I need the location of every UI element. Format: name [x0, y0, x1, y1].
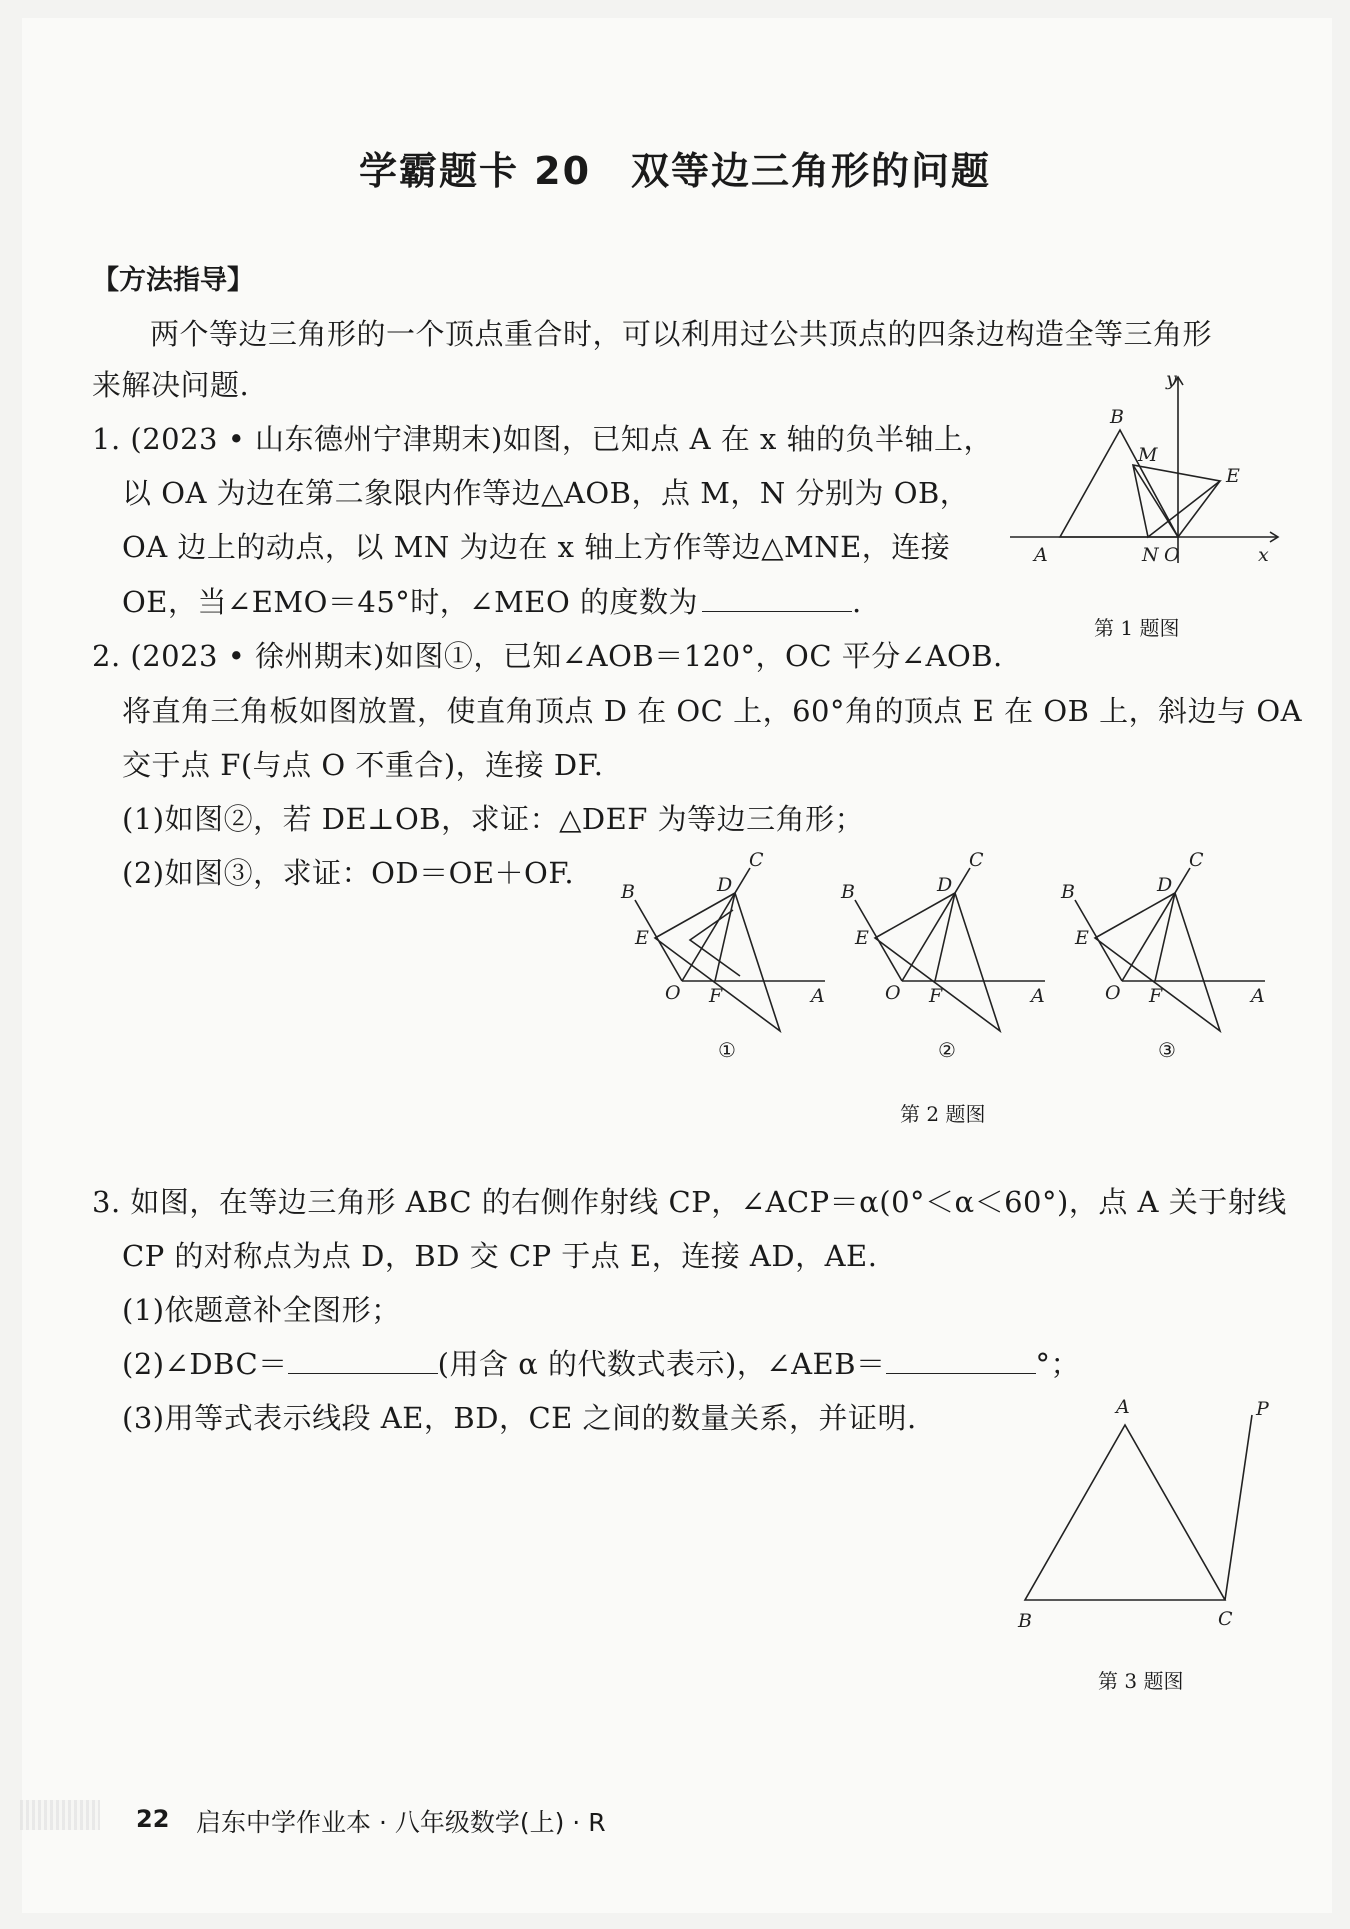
- q1-label-y: y: [1166, 368, 1177, 390]
- q2f1-label-o: O: [665, 982, 681, 1004]
- q2f1-inner-cutout: [690, 910, 740, 976]
- q1-line4: [122, 580, 862, 621]
- q2f2-label-b: B: [841, 881, 855, 903]
- q3-ray-cp: [1225, 1415, 1252, 1600]
- q2f1-label-b: B: [621, 881, 635, 903]
- q2-part1: (1)如图②，若 DE⊥OB，求证：△DEF 为等边三角形；: [122, 802, 865, 836]
- q1-caption: 第 1 题图: [1094, 616, 1180, 640]
- q2f3-label-f: F: [1149, 985, 1163, 1007]
- q2f1-label-c: C: [749, 849, 764, 871]
- q1-triangle-aob: [1060, 430, 1178, 537]
- q1-line2: 以 OA 为边在第二象限内作等边△AOB，点 M，N 分别为 OB，: [122, 476, 970, 510]
- q2-figure-2: [835, 848, 1055, 1043]
- q2f3-label-o: O: [1105, 982, 1121, 1004]
- q2f2-label-a: A: [1031, 985, 1045, 1007]
- q1-question-text: OE，当∠EMO＝45°时，∠MEO 的度数为: [122, 585, 698, 619]
- q2f3-label-c: C: [1189, 849, 1204, 871]
- q2-line3: 交于点 F(与点 O 不重合)，连接 DF.: [122, 748, 604, 782]
- q2f2-segment-df: [935, 893, 955, 981]
- q3-part1: (1)依题意补全图形；: [122, 1293, 401, 1327]
- q3-label-c: C: [1218, 1608, 1233, 1630]
- q2f1-label-f: F: [709, 985, 723, 1007]
- q2-fig-number-2: ②: [938, 1038, 956, 1062]
- q3-part2-suffix: °；: [1035, 1347, 1081, 1381]
- q3-figure: [1010, 1385, 1280, 1640]
- q1-label-o: O: [1164, 544, 1180, 566]
- q1-label-e: E: [1226, 465, 1240, 487]
- q2f2-ray-oc: [902, 868, 970, 981]
- q3-line2: CP 的对称点为点 D，BD 交 CP 于点 E，连接 AD，AE.: [122, 1239, 878, 1273]
- q2f3-label-b: B: [1061, 881, 1075, 903]
- q2-part2: (2)如图③，求证：OD＝OE＋OF.: [122, 856, 575, 890]
- q2-caption: 第 2 题图: [900, 1102, 986, 1126]
- method-heading: 【方法指导】: [92, 265, 254, 296]
- q2f2-label-f: F: [929, 985, 943, 1007]
- q2f1-label-e: E: [635, 927, 649, 949]
- q2f2-label-e: E: [855, 927, 869, 949]
- q1-answer-blank[interactable]: [702, 585, 852, 612]
- q1-period: .: [851, 585, 862, 619]
- q3-caption: 第 3 题图: [1098, 1669, 1184, 1693]
- q2f1-segment-df: [715, 893, 735, 981]
- q1-figure: [1000, 365, 1290, 570]
- q2f1-label-d: D: [717, 874, 733, 896]
- q1-label-n: N: [1142, 544, 1159, 566]
- q3-part2: [122, 1342, 1080, 1383]
- q2f3-label-e: E: [1075, 927, 1089, 949]
- q2-fig-number-3: ③: [1158, 1038, 1176, 1062]
- q2-fig-number-1: ①: [718, 1038, 736, 1062]
- q3-dbc-answer-blank[interactable]: [288, 1347, 438, 1374]
- q2f2-label-d: D: [937, 874, 953, 896]
- method-text-line2: 来解决问题.: [92, 368, 250, 402]
- q2f2-set-square: [875, 893, 1000, 1031]
- q3-label-a: A: [1116, 1396, 1130, 1418]
- method-text-line1: 两个等边三角形的一个顶点重合时，可以利用过公共顶点的四条边构造全等三角形: [150, 317, 1213, 351]
- q2f3-segment-df: [1155, 893, 1175, 981]
- q1-line1: 1. (2023 • 山东德州宁津期末)如图，已知点 A 在 x 轴的负半轴上，: [92, 422, 994, 456]
- q2f1-ray-oc: [682, 868, 750, 981]
- q3-part3: (3)用等式表示线段 AE，BD，CE 之间的数量关系，并证明.: [122, 1401, 917, 1435]
- page-number: 22: [136, 1805, 170, 1833]
- q2-figure-3: [1055, 848, 1275, 1043]
- q3-label-b: B: [1018, 1610, 1032, 1632]
- q1-line3: OA 边上的动点，以 MN 为边在 x 轴上方作等边△MNE，连接: [122, 530, 951, 564]
- q2f2-label-o: O: [885, 982, 901, 1004]
- q1-label-m: M: [1138, 444, 1158, 466]
- page-title: 学霸题卡 20 双等边三角形的问题: [358, 149, 992, 193]
- q2f3-label-d: D: [1157, 874, 1173, 896]
- q2-figure-1: [615, 848, 835, 1043]
- q1-label-b: B: [1110, 406, 1124, 428]
- q1-label-a: A: [1034, 544, 1048, 566]
- q1-triangle-mne: [1133, 465, 1220, 537]
- q2f1-set-square: [655, 893, 780, 1031]
- book-title: 启东中学作业本 · 八年级数学(上) · R: [196, 1808, 606, 1837]
- q2-line1: 2. (2023 • 徐州期末)如图①，已知∠AOB＝120°，OC 平分∠AOB.: [92, 639, 1003, 673]
- q3-label-p: P: [1256, 1398, 1269, 1420]
- q3-aeb-answer-blank[interactable]: [886, 1347, 1036, 1374]
- q2f3-ray-oc: [1122, 868, 1190, 981]
- q2-line2: 将直角三角板如图放置，使直角顶点 D 在 OC 上，60°角的顶点 E 在 OB 上，斜边与 OA: [122, 694, 1303, 728]
- q2f3-set-square: [1095, 893, 1220, 1031]
- q3-line1: 3. 如图，在等边三角形 ABC 的右侧作射线 CP，∠ACP＝α(0°＜α＜60°)，点 A 关于射线: [92, 1185, 1287, 1219]
- q2f2-label-c: C: [969, 849, 984, 871]
- edge-barcode-mark: [20, 1800, 100, 1830]
- q3-part2-prefix: (2)∠DBC＝: [122, 1347, 288, 1381]
- q3-part2-middle: (用含 α 的代数式表示)，∠AEB＝: [437, 1347, 886, 1381]
- q1-label-x: x: [1258, 544, 1269, 566]
- q3-triangle-abc: [1025, 1425, 1225, 1600]
- q2f3-label-a: A: [1251, 985, 1265, 1007]
- q2f1-label-a: A: [811, 985, 825, 1007]
